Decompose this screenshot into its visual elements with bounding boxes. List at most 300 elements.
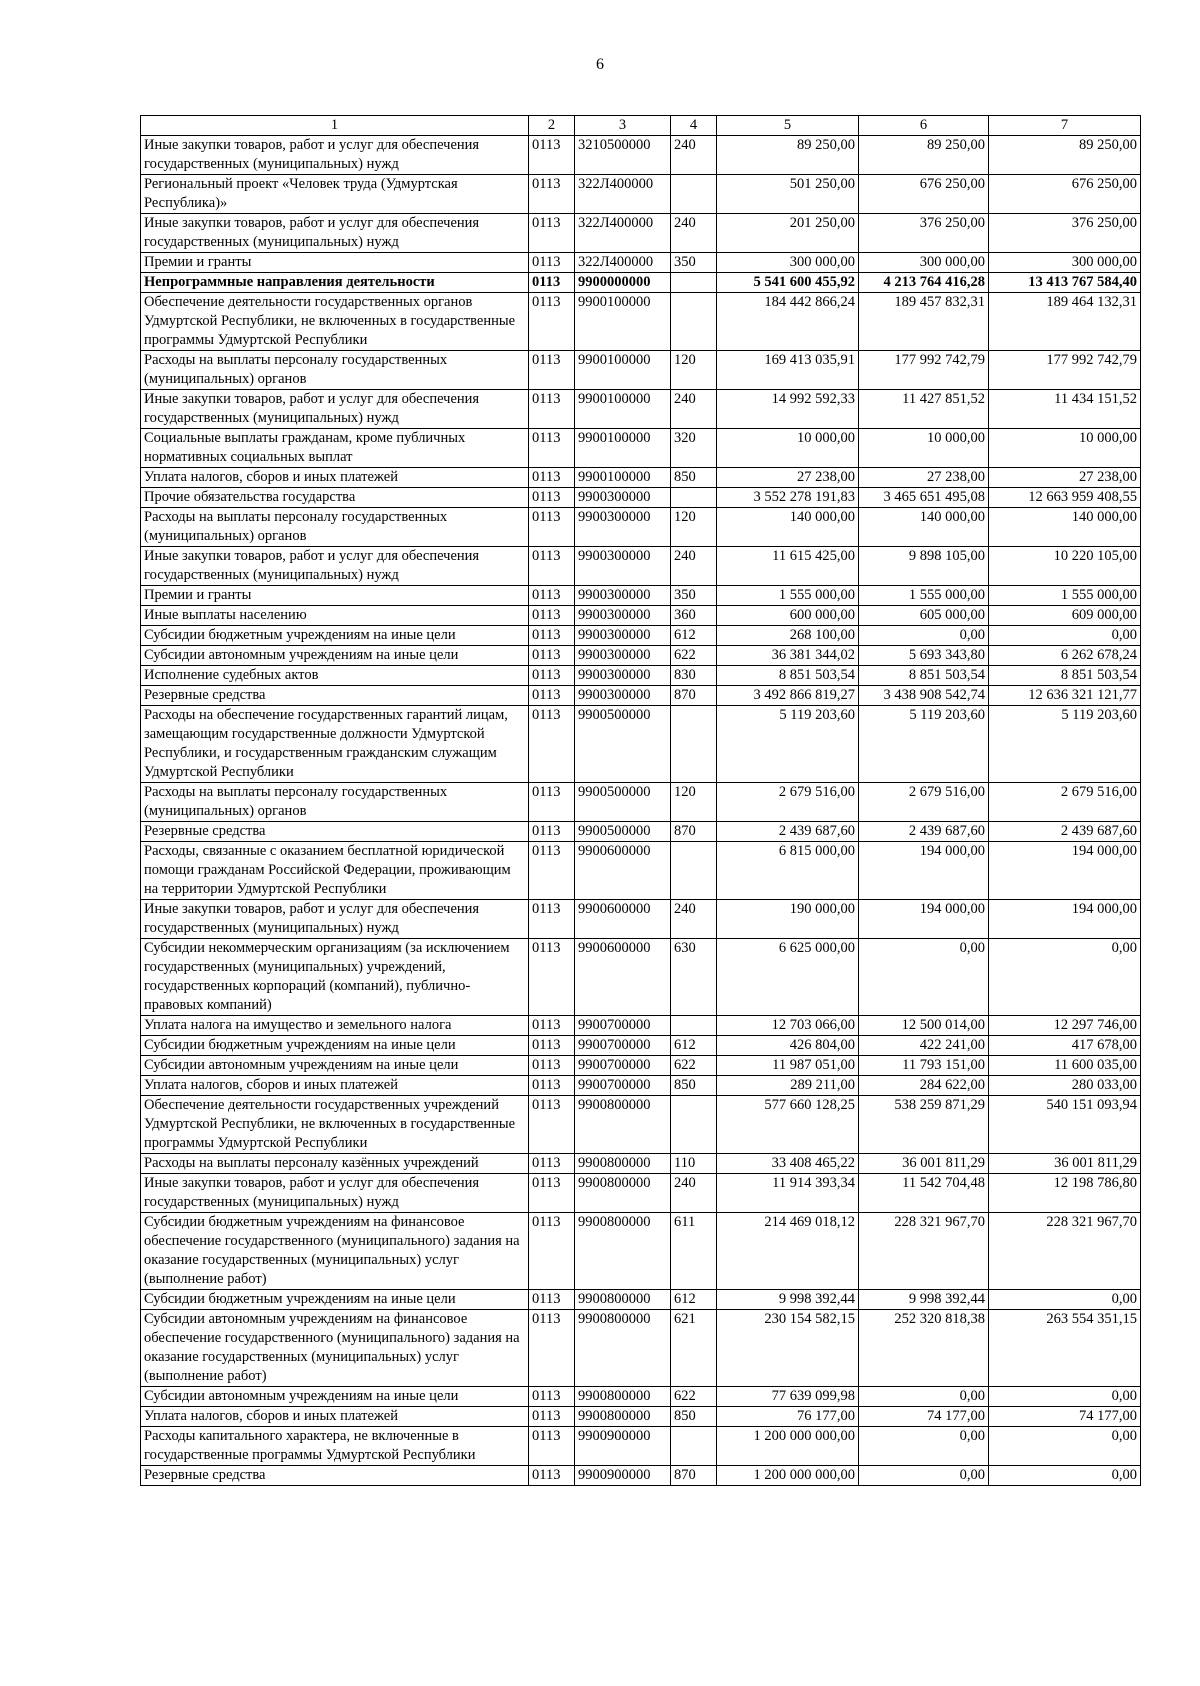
table-body	[141, 136, 1141, 1486]
amount-year-3: 10 000,00	[989, 429, 1141, 468]
expense-name: Обеспечение деятельности государственных учреждений Удмуртской Республики, не включенных в государственные программы Удмуртской Республики	[141, 1096, 529, 1154]
amount-year-3: 140 000,00	[989, 508, 1141, 547]
expense-name: Субсидии автономным учреждениям на иные цели	[141, 646, 529, 666]
amount-year-3: 300 000,00	[989, 253, 1141, 273]
target-article-code: 9900300000	[575, 547, 671, 586]
amount-year-3: 12 663 959 408,55	[989, 488, 1141, 508]
target-article-code: 3210500000	[575, 136, 671, 175]
amount-year-1: 268 100,00	[717, 626, 859, 646]
amount-year-3: 11 434 151,52	[989, 390, 1141, 429]
amount-year-1: 2 439 687,60	[717, 822, 859, 842]
expense-type-code: 240	[671, 390, 717, 429]
section-code: 0113	[529, 939, 575, 1016]
section-code: 0113	[529, 1387, 575, 1407]
section-code: 0113	[529, 1016, 575, 1036]
expense-type-code	[671, 273, 717, 293]
target-article-code: 9900500000	[575, 783, 671, 822]
amount-year-2: 36 001 811,29	[859, 1154, 989, 1174]
amount-year-2: 228 321 967,70	[859, 1213, 989, 1290]
expense-type-code: 830	[671, 666, 717, 686]
section-code: 0113	[529, 1056, 575, 1076]
section-code: 0113	[529, 1310, 575, 1387]
table-row	[141, 1310, 1141, 1387]
table-row	[141, 175, 1141, 214]
amount-year-1: 184 442 866,24	[717, 293, 859, 351]
table-row	[141, 1174, 1141, 1213]
target-article-code: 9900300000	[575, 488, 671, 508]
section-code: 0113	[529, 626, 575, 646]
expense-type-code: 240	[671, 136, 717, 175]
section-code: 0113	[529, 136, 575, 175]
section-code: 0113	[529, 253, 575, 273]
amount-year-1: 76 177,00	[717, 1407, 859, 1427]
target-article-code: 9900800000	[575, 1387, 671, 1407]
amount-year-3: 74 177,00	[989, 1407, 1141, 1427]
expense-name: Непрограммные направления деятельности	[141, 273, 529, 293]
expense-name: Расходы капитального характера, не включенные в государственные программы Удмуртской Республики	[141, 1427, 529, 1466]
amount-year-2: 11 542 704,48	[859, 1174, 989, 1213]
target-article-code: 9900800000	[575, 1290, 671, 1310]
amount-year-3: 10 220 105,00	[989, 547, 1141, 586]
amount-year-3: 376 250,00	[989, 214, 1141, 253]
expense-name: Иные закупки товаров, работ и услуг для обеспечения государственных (муниципальных) нужд	[141, 547, 529, 586]
amount-year-1: 426 804,00	[717, 1036, 859, 1056]
amount-year-1: 6 815 000,00	[717, 842, 859, 900]
table-row	[141, 136, 1141, 175]
table-row	[141, 1076, 1141, 1096]
amount-year-3: 0,00	[989, 1427, 1141, 1466]
expense-type-code: 240	[671, 900, 717, 939]
target-article-code: 9900300000	[575, 626, 671, 646]
amount-year-3: 12 636 321 121,77	[989, 686, 1141, 706]
table-row	[141, 547, 1141, 586]
amount-year-3: 8 851 503,54	[989, 666, 1141, 686]
expense-type-code: 240	[671, 1174, 717, 1213]
amount-year-3: 609 000,00	[989, 606, 1141, 626]
section-code: 0113	[529, 606, 575, 626]
expense-type-code: 622	[671, 646, 717, 666]
section-code: 0113	[529, 1213, 575, 1290]
table-row	[141, 842, 1141, 900]
expense-name: Уплата налогов, сборов и иных платежей	[141, 468, 529, 488]
amount-year-1: 1 200 000 000,00	[717, 1466, 859, 1486]
table-row	[141, 488, 1141, 508]
amount-year-2: 1 555 000,00	[859, 586, 989, 606]
amount-year-1: 230 154 582,15	[717, 1310, 859, 1387]
expense-name: Резервные средства	[141, 686, 529, 706]
expense-type-code: 870	[671, 686, 717, 706]
section-code: 0113	[529, 706, 575, 783]
expense-name: Прочие обязательства государства	[141, 488, 529, 508]
column-header: 7	[989, 116, 1141, 136]
amount-year-2: 0,00	[859, 1427, 989, 1466]
amount-year-3: 27 238,00	[989, 468, 1141, 488]
target-article-code: 9900500000	[575, 822, 671, 842]
section-code: 0113	[529, 214, 575, 253]
target-article-code: 9900500000	[575, 706, 671, 783]
amount-year-3: 280 033,00	[989, 1076, 1141, 1096]
table-row	[141, 1387, 1141, 1407]
target-article-code: 9900600000	[575, 900, 671, 939]
table-row	[141, 666, 1141, 686]
expense-name: Резервные средства	[141, 1466, 529, 1486]
amount-year-2: 9 898 105,00	[859, 547, 989, 586]
expense-name: Расходы на выплаты персоналу государственных (муниципальных) органов	[141, 508, 529, 547]
expense-name: Расходы на выплаты персоналу государственных (муниципальных) органов	[141, 351, 529, 390]
amount-year-2: 89 250,00	[859, 136, 989, 175]
expense-type-code: 240	[671, 214, 717, 253]
amount-year-1: 214 469 018,12	[717, 1213, 859, 1290]
column-header: 4	[671, 116, 717, 136]
section-code: 0113	[529, 390, 575, 429]
expense-name: Субсидии бюджетным учреждениям на иные цели	[141, 1036, 529, 1056]
expense-type-code	[671, 706, 717, 783]
amount-year-1: 140 000,00	[717, 508, 859, 547]
amount-year-1: 12 703 066,00	[717, 1016, 859, 1036]
section-code: 0113	[529, 175, 575, 214]
target-article-code: 9900000000	[575, 273, 671, 293]
amount-year-1: 27 238,00	[717, 468, 859, 488]
amount-year-2: 0,00	[859, 626, 989, 646]
amount-year-2: 11 793 151,00	[859, 1056, 989, 1076]
amount-year-2: 538 259 871,29	[859, 1096, 989, 1154]
expense-name: Иные закупки товаров, работ и услуг для обеспечения государственных (муниципальных) нужд	[141, 390, 529, 429]
amount-year-3: 0,00	[989, 626, 1141, 646]
amount-year-2: 9 998 392,44	[859, 1290, 989, 1310]
table-row	[141, 1213, 1141, 1290]
target-article-code: 9900600000	[575, 939, 671, 1016]
expense-name: Субсидии автономным учреждениям на финансовое обеспечение государственного (муниципального) задания на оказание государственных (муниципальных) услуг (выполнение работ)	[141, 1310, 529, 1387]
target-article-code: 9900700000	[575, 1036, 671, 1056]
amount-year-1: 190 000,00	[717, 900, 859, 939]
target-article-code: 9900800000	[575, 1096, 671, 1154]
expense-name: Иные закупки товаров, работ и услуг для обеспечения государственных (муниципальных) нужд	[141, 1174, 529, 1213]
amount-year-2: 27 238,00	[859, 468, 989, 488]
expense-name: Иные закупки товаров, работ и услуг для обеспечения государственных (муниципальных) нужд	[141, 900, 529, 939]
expense-name: Расходы на выплаты персоналу государственных (муниципальных) органов	[141, 783, 529, 822]
amount-year-1: 77 639 099,98	[717, 1387, 859, 1407]
expense-type-code: 120	[671, 351, 717, 390]
amount-year-1: 289 211,00	[717, 1076, 859, 1096]
amount-year-3: 417 678,00	[989, 1036, 1141, 1056]
amount-year-1: 1 555 000,00	[717, 586, 859, 606]
amount-year-1: 300 000,00	[717, 253, 859, 273]
target-article-code: 9900300000	[575, 646, 671, 666]
target-article-code: 9900900000	[575, 1466, 671, 1486]
amount-year-1: 11 987 051,00	[717, 1056, 859, 1076]
amount-year-2: 3 438 908 542,74	[859, 686, 989, 706]
expense-name: Расходы на выплаты персоналу казённых учреждений	[141, 1154, 529, 1174]
amount-year-1: 11 914 393,34	[717, 1174, 859, 1213]
amount-year-3: 6 262 678,24	[989, 646, 1141, 666]
expense-name: Субсидии автономным учреждениям на иные цели	[141, 1387, 529, 1407]
amount-year-2: 2 679 516,00	[859, 783, 989, 822]
target-article-code: 9900100000	[575, 390, 671, 429]
amount-year-1: 9 998 392,44	[717, 1290, 859, 1310]
table-row	[141, 783, 1141, 822]
amount-year-3: 13 413 767 584,40	[989, 273, 1141, 293]
expense-type-code: 850	[671, 1407, 717, 1427]
expense-name: Резервные средства	[141, 822, 529, 842]
amount-year-1: 501 250,00	[717, 175, 859, 214]
section-code: 0113	[529, 547, 575, 586]
amount-year-3: 177 992 742,79	[989, 351, 1141, 390]
expense-type-code	[671, 175, 717, 214]
section-code: 0113	[529, 783, 575, 822]
expense-type-code: 612	[671, 1036, 717, 1056]
amount-year-2: 177 992 742,79	[859, 351, 989, 390]
expense-type-code: 320	[671, 429, 717, 468]
amount-year-1: 2 679 516,00	[717, 783, 859, 822]
expense-type-code: 622	[671, 1387, 717, 1407]
amount-year-3: 189 464 132,31	[989, 293, 1141, 351]
section-code: 0113	[529, 1096, 575, 1154]
expense-type-code: 110	[671, 1154, 717, 1174]
amount-year-2: 284 622,00	[859, 1076, 989, 1096]
expense-type-code: 120	[671, 508, 717, 547]
amount-year-3: 540 151 093,94	[989, 1096, 1141, 1154]
expense-name: Премии и гранты	[141, 253, 529, 273]
expense-name: Уплата налога на имущество и земельного налога	[141, 1016, 529, 1036]
section-code: 0113	[529, 488, 575, 508]
expense-type-code: 612	[671, 626, 717, 646]
table-row	[141, 822, 1141, 842]
expense-type-code: 350	[671, 586, 717, 606]
target-article-code: 9900700000	[575, 1076, 671, 1096]
expense-name: Субсидии бюджетным учреждениям на иные цели	[141, 626, 529, 646]
expense-type-code	[671, 1096, 717, 1154]
amount-year-2: 194 000,00	[859, 842, 989, 900]
amount-year-3: 2 439 687,60	[989, 822, 1141, 842]
section-code: 0113	[529, 1154, 575, 1174]
expense-type-code: 240	[671, 547, 717, 586]
table-row	[141, 253, 1141, 273]
target-article-code: 9900300000	[575, 606, 671, 626]
target-article-code: 9900100000	[575, 429, 671, 468]
amount-year-3: 194 000,00	[989, 900, 1141, 939]
expense-type-code	[671, 1427, 717, 1466]
amount-year-3: 12 297 746,00	[989, 1016, 1141, 1036]
table-row	[141, 1154, 1141, 1174]
amount-year-2: 676 250,00	[859, 175, 989, 214]
amount-year-1: 5 119 203,60	[717, 706, 859, 783]
expense-type-code: 630	[671, 939, 717, 1016]
amount-year-1: 577 660 128,25	[717, 1096, 859, 1154]
amount-year-3: 5 119 203,60	[989, 706, 1141, 783]
table-row	[141, 1056, 1141, 1076]
table-row	[141, 606, 1141, 626]
expense-name: Премии и гранты	[141, 586, 529, 606]
expense-name: Уплата налогов, сборов и иных платежей	[141, 1407, 529, 1427]
expense-type-code: 360	[671, 606, 717, 626]
amount-year-2: 605 000,00	[859, 606, 989, 626]
amount-year-3: 194 000,00	[989, 842, 1141, 900]
table-row	[141, 1016, 1141, 1036]
amount-year-1: 3 492 866 819,27	[717, 686, 859, 706]
amount-year-2: 11 427 851,52	[859, 390, 989, 429]
amount-year-2: 5 693 343,80	[859, 646, 989, 666]
section-code: 0113	[529, 468, 575, 488]
section-code: 0113	[529, 900, 575, 939]
table-row	[141, 1466, 1141, 1486]
section-code: 0113	[529, 1407, 575, 1427]
amount-year-3: 228 321 967,70	[989, 1213, 1141, 1290]
expense-type-code: 870	[671, 822, 717, 842]
expense-type-code	[671, 1016, 717, 1036]
target-article-code: 322Л400000	[575, 214, 671, 253]
amount-year-3: 12 198 786,80	[989, 1174, 1141, 1213]
target-article-code: 9900700000	[575, 1016, 671, 1036]
section-code: 0113	[529, 1290, 575, 1310]
amount-year-1: 6 625 000,00	[717, 939, 859, 1016]
section-code: 0113	[529, 351, 575, 390]
expense-type-code: 622	[671, 1056, 717, 1076]
amount-year-1: 5 541 600 455,92	[717, 273, 859, 293]
target-article-code: 9900100000	[575, 468, 671, 488]
expense-type-code: 850	[671, 468, 717, 488]
expense-type-code	[671, 842, 717, 900]
amount-year-3: 0,00	[989, 1290, 1141, 1310]
amount-year-2: 140 000,00	[859, 508, 989, 547]
expense-type-code	[671, 488, 717, 508]
table-row	[141, 939, 1141, 1016]
expense-type-code	[671, 293, 717, 351]
table-row	[141, 706, 1141, 783]
expense-name: Субсидии некоммерческим организациям (за исключением государственных (муниципальных) учреждений, государственных корпораций (компаний), публично-правовых компаний)	[141, 939, 529, 1016]
expense-name: Иные закупки товаров, работ и услуг для обеспечения государственных (муниципальных) нужд	[141, 214, 529, 253]
amount-year-1: 11 615 425,00	[717, 547, 859, 586]
expense-name: Обеспечение деятельности государственных органов Удмуртской Республики, не включенных в государственные программы Удмуртской Республики	[141, 293, 529, 351]
amount-year-1: 10 000,00	[717, 429, 859, 468]
section-code: 0113	[529, 429, 575, 468]
expense-name: Исполнение судебных актов	[141, 666, 529, 686]
target-article-code: 9900800000	[575, 1407, 671, 1427]
expense-name: Иные закупки товаров, работ и услуг для обеспечения государственных (муниципальных) нужд	[141, 136, 529, 175]
amount-year-2: 422 241,00	[859, 1036, 989, 1056]
table-row	[141, 508, 1141, 547]
expense-name: Расходы, связанные с оказанием бесплатной юридической помощи гражданам Российской Федерации, проживающим на территории Удмуртской Республики	[141, 842, 529, 900]
target-article-code: 9900300000	[575, 686, 671, 706]
expense-type-code: 611	[671, 1213, 717, 1290]
table-row	[141, 273, 1141, 293]
amount-year-1: 36 381 344,02	[717, 646, 859, 666]
section-code: 0113	[529, 1427, 575, 1466]
target-article-code: 9900800000	[575, 1310, 671, 1387]
target-article-code: 9900100000	[575, 351, 671, 390]
table-row	[141, 214, 1141, 253]
expense-type-code: 621	[671, 1310, 717, 1387]
table-row	[141, 1096, 1141, 1154]
amount-year-3: 0,00	[989, 1387, 1141, 1407]
amount-year-2: 5 119 203,60	[859, 706, 989, 783]
expense-type-code: 850	[671, 1076, 717, 1096]
expense-name: Социальные выплаты гражданам, кроме публичных нормативных социальных выплат	[141, 429, 529, 468]
section-code: 0113	[529, 842, 575, 900]
target-article-code: 9900900000	[575, 1427, 671, 1466]
expense-name: Иные выплаты населению	[141, 606, 529, 626]
amount-year-3: 11 600 035,00	[989, 1056, 1141, 1076]
expense-name: Субсидии автономным учреждениям на иные цели	[141, 1056, 529, 1076]
section-code: 0113	[529, 686, 575, 706]
table-row	[141, 586, 1141, 606]
header-row	[141, 116, 1141, 136]
column-header: 3	[575, 116, 671, 136]
amount-year-2: 4 213 764 416,28	[859, 273, 989, 293]
amount-year-2: 0,00	[859, 1387, 989, 1407]
target-article-code: 9900600000	[575, 842, 671, 900]
expense-type-code: 350	[671, 253, 717, 273]
section-code: 0113	[529, 508, 575, 547]
amount-year-1: 3 552 278 191,83	[717, 488, 859, 508]
amount-year-1: 14 992 592,33	[717, 390, 859, 429]
section-code: 0113	[529, 666, 575, 686]
expense-name: Субсидии бюджетным учреждениям на иные цели	[141, 1290, 529, 1310]
table-row	[141, 900, 1141, 939]
section-code: 0113	[529, 1076, 575, 1096]
table-row	[141, 1427, 1141, 1466]
amount-year-2: 12 500 014,00	[859, 1016, 989, 1036]
expense-type-code: 870	[671, 1466, 717, 1486]
target-article-code: 322Л400000	[575, 175, 671, 214]
amount-year-2: 189 457 832,31	[859, 293, 989, 351]
target-article-code: 9900300000	[575, 508, 671, 547]
section-code: 0113	[529, 586, 575, 606]
table-row	[141, 468, 1141, 488]
amount-year-1: 89 250,00	[717, 136, 859, 175]
expense-name: Уплата налогов, сборов и иных платежей	[141, 1076, 529, 1096]
target-article-code: 9900800000	[575, 1213, 671, 1290]
target-article-code: 9900300000	[575, 586, 671, 606]
amount-year-1: 8 851 503,54	[717, 666, 859, 686]
table-row	[141, 351, 1141, 390]
section-code: 0113	[529, 293, 575, 351]
column-header: 5	[717, 116, 859, 136]
column-header: 6	[859, 116, 989, 136]
amount-year-1: 33 408 465,22	[717, 1154, 859, 1174]
amount-year-3: 0,00	[989, 1466, 1141, 1486]
target-article-code: 322Л400000	[575, 253, 671, 273]
amount-year-3: 263 554 351,15	[989, 1310, 1141, 1387]
expense-type-code: 612	[671, 1290, 717, 1310]
table-row	[141, 429, 1141, 468]
table-row	[141, 1407, 1141, 1427]
amount-year-2: 194 000,00	[859, 900, 989, 939]
amount-year-2: 3 465 651 495,08	[859, 488, 989, 508]
amount-year-2: 0,00	[859, 939, 989, 1016]
target-article-code: 9900800000	[575, 1154, 671, 1174]
column-header: 1	[141, 116, 529, 136]
table-row	[141, 1036, 1141, 1056]
amount-year-2: 2 439 687,60	[859, 822, 989, 842]
page-number: 6	[596, 56, 604, 73]
amount-year-1: 169 413 035,91	[717, 351, 859, 390]
amount-year-3: 2 679 516,00	[989, 783, 1141, 822]
section-code: 0113	[529, 1466, 575, 1486]
amount-year-1: 600 000,00	[717, 606, 859, 626]
table-row	[141, 1290, 1141, 1310]
target-article-code: 9900800000	[575, 1174, 671, 1213]
target-article-code: 9900700000	[575, 1056, 671, 1076]
amount-year-3: 676 250,00	[989, 175, 1141, 214]
expense-name: Расходы на обеспечение государственных гарантий лицам, замещающим государственные должности Удмуртской Республики, и государственным гражданским служащим Удмуртской Республики	[141, 706, 529, 783]
amount-year-2: 0,00	[859, 1466, 989, 1486]
amount-year-1: 201 250,00	[717, 214, 859, 253]
target-article-code: 9900300000	[575, 666, 671, 686]
table-row	[141, 293, 1141, 351]
budget-table	[140, 115, 1141, 1486]
amount-year-3: 1 555 000,00	[989, 586, 1141, 606]
table-row	[141, 390, 1141, 429]
